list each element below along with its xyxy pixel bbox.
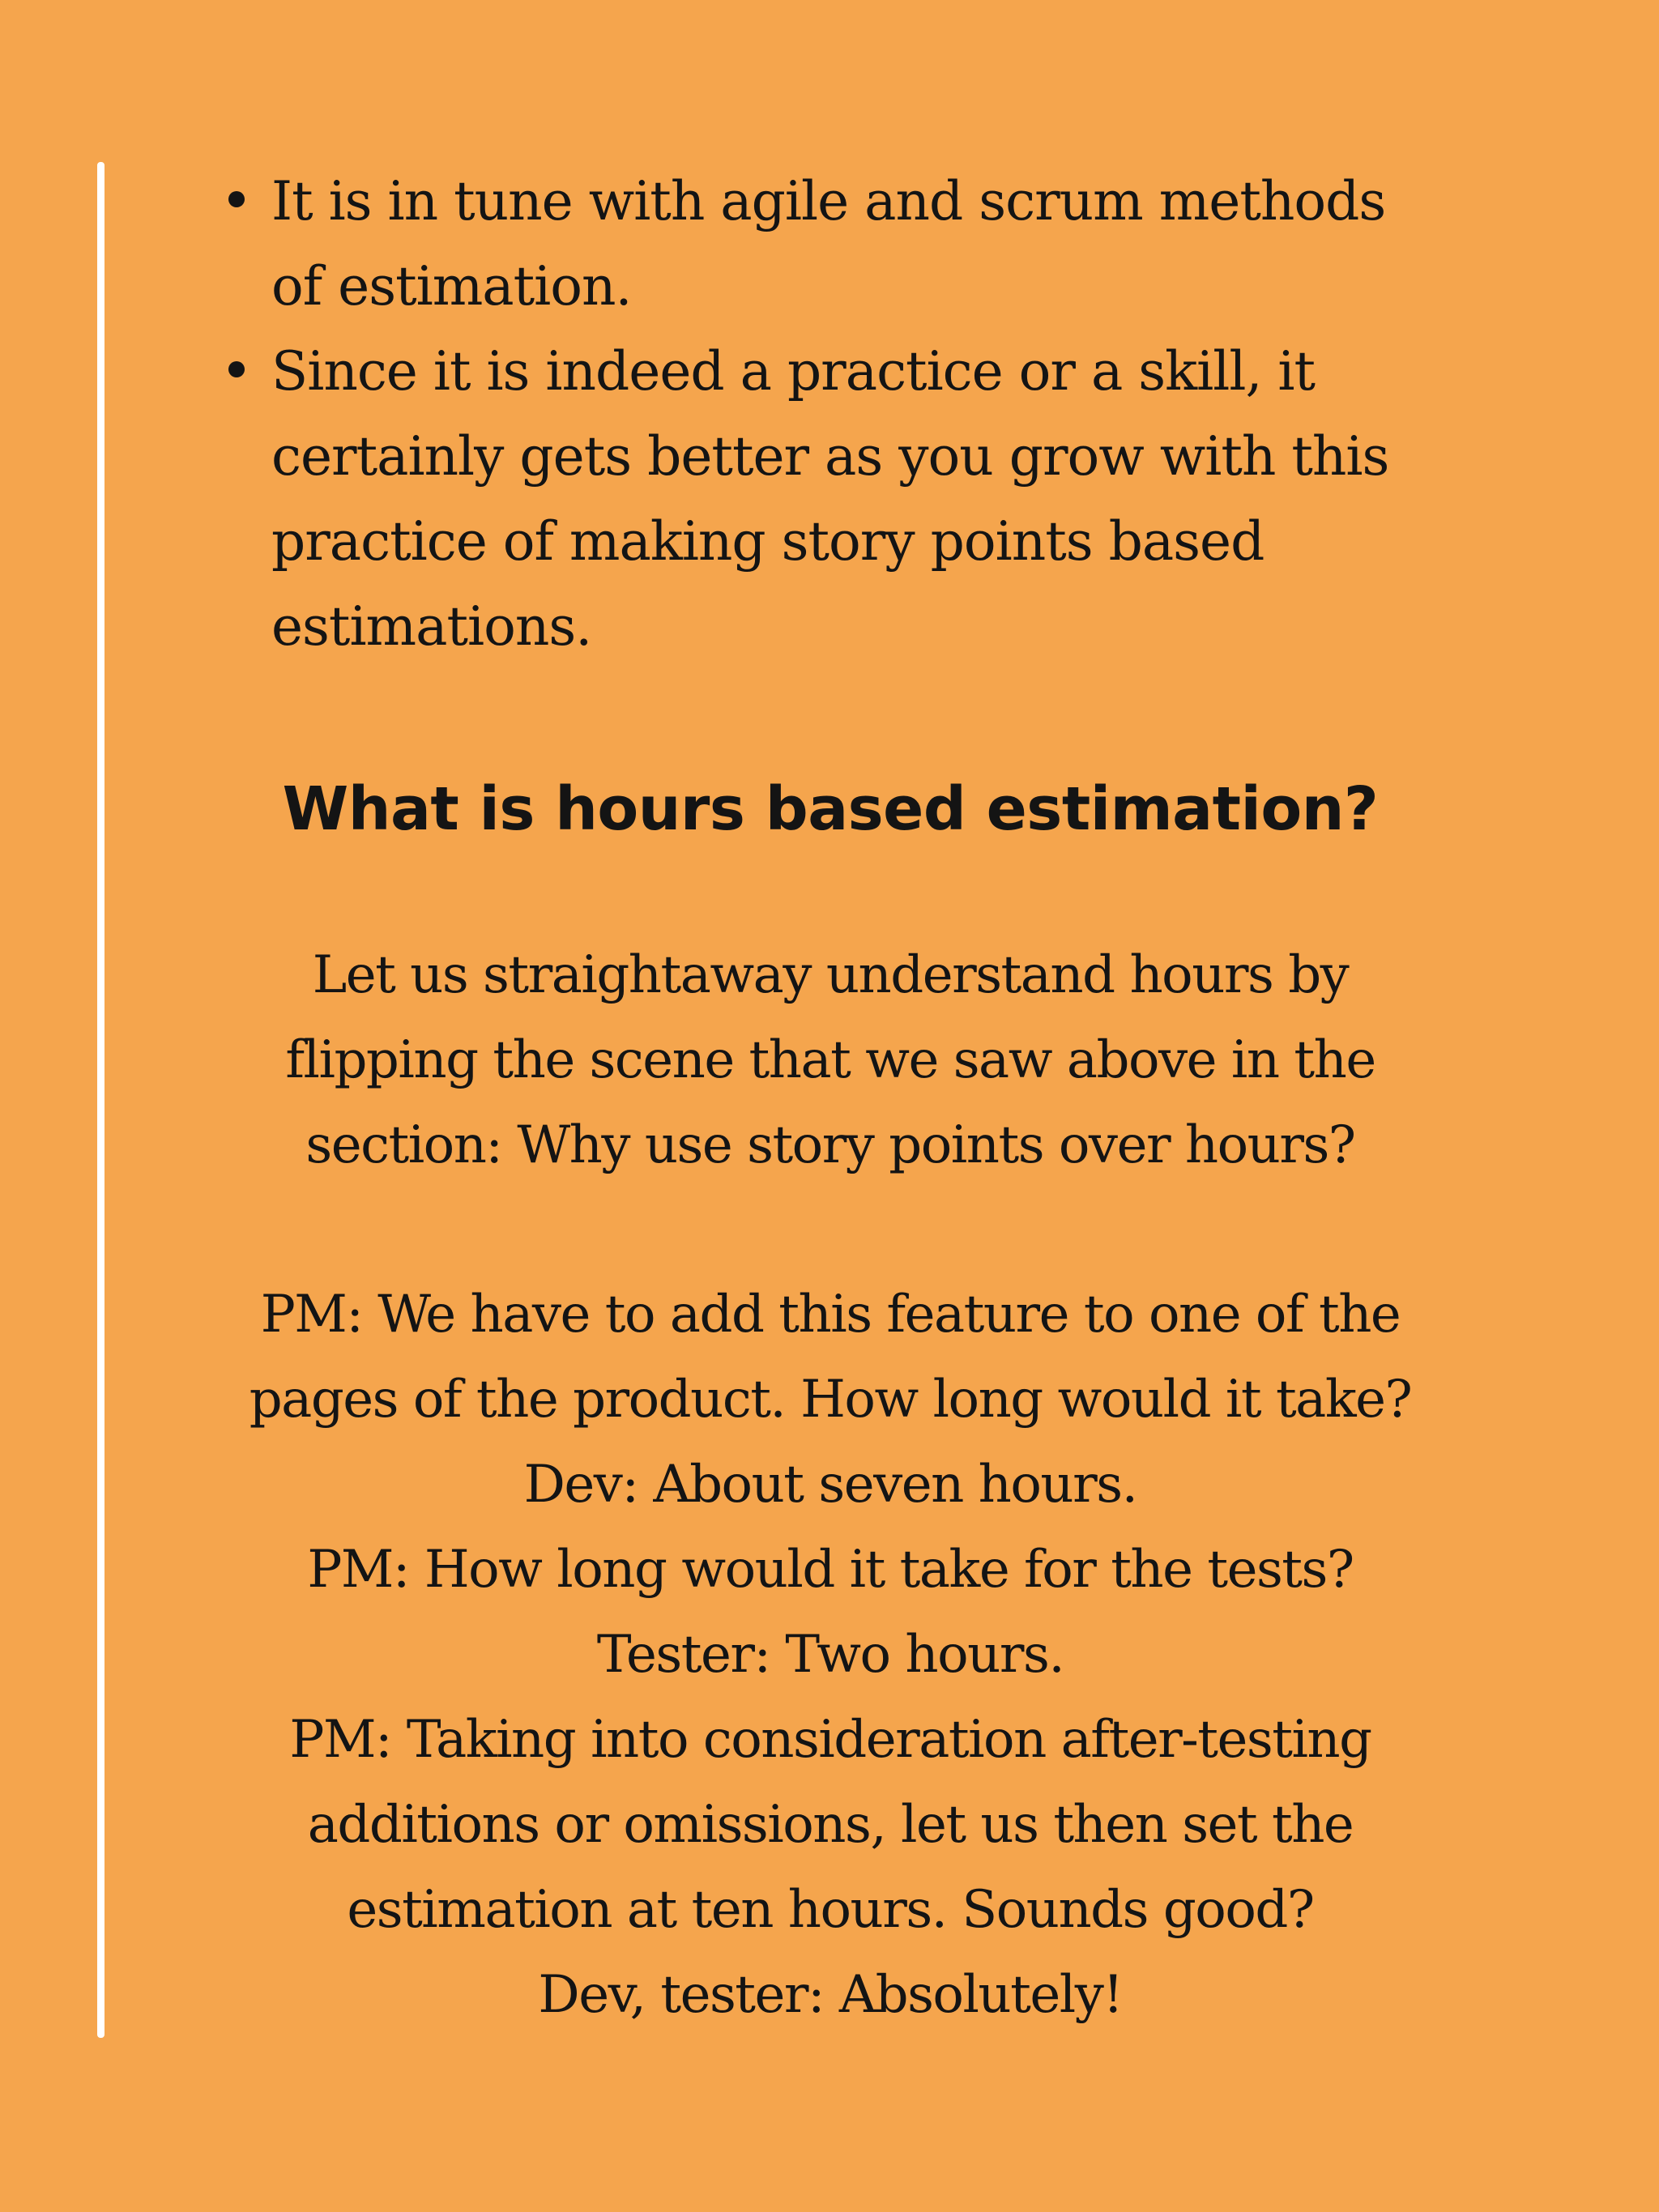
dialogue-line: additions or omissions, let us then set the [307, 1795, 1354, 1855]
dialogue-line: PM: We have to add this feature to one of the [260, 1285, 1401, 1345]
bullet-list [186, 159, 1474, 669]
bullet-line: estimations. [271, 595, 592, 658]
bullet-dot-icon [228, 191, 245, 207]
bullet-line: certainly gets better as you grow with this [271, 425, 1389, 488]
bullet-line: Since it is indeed a practice or a skill, it [271, 340, 1316, 403]
dialogue-line: PM: Taking into consideration after-testing [289, 1710, 1371, 1770]
bullet-line: It is in tune with agile and scrum methods [271, 170, 1386, 232]
content [186, 159, 1474, 2038]
intro-line: Let us straightaway understand hours by [312, 945, 1349, 1005]
dialogue-paragraph [186, 1272, 1474, 2038]
intro-line: section: Why use story points over hours? [305, 1115, 1355, 1175]
bullet-dot-icon [228, 361, 245, 377]
section-heading: What is hours based estimation? [282, 774, 1379, 844]
intro-line: flipping the scene that we saw above in the [285, 1030, 1375, 1090]
dialogue-line: estimation at ten hours. Sounds good? [347, 1880, 1314, 1940]
vertical-rule [97, 162, 104, 2038]
bullet-line: of estimation. [271, 255, 632, 318]
bullet-line: practice of making story points based [271, 510, 1265, 573]
dialogue-line: pages of the product. How long would it take? [249, 1370, 1412, 1430]
bullet-item [186, 159, 1474, 329]
dialogue-line: Dev: About seven hours. [523, 1455, 1137, 1515]
intro-paragraph [186, 933, 1474, 1188]
dialogue-line: Dev, tester: Absolutely! [538, 1965, 1123, 2025]
dialogue-line: Tester: Two hours. [596, 1625, 1064, 1685]
bullet-item [186, 329, 1474, 669]
dialogue-line: PM: How long would it take for the tests? [307, 1540, 1354, 1600]
